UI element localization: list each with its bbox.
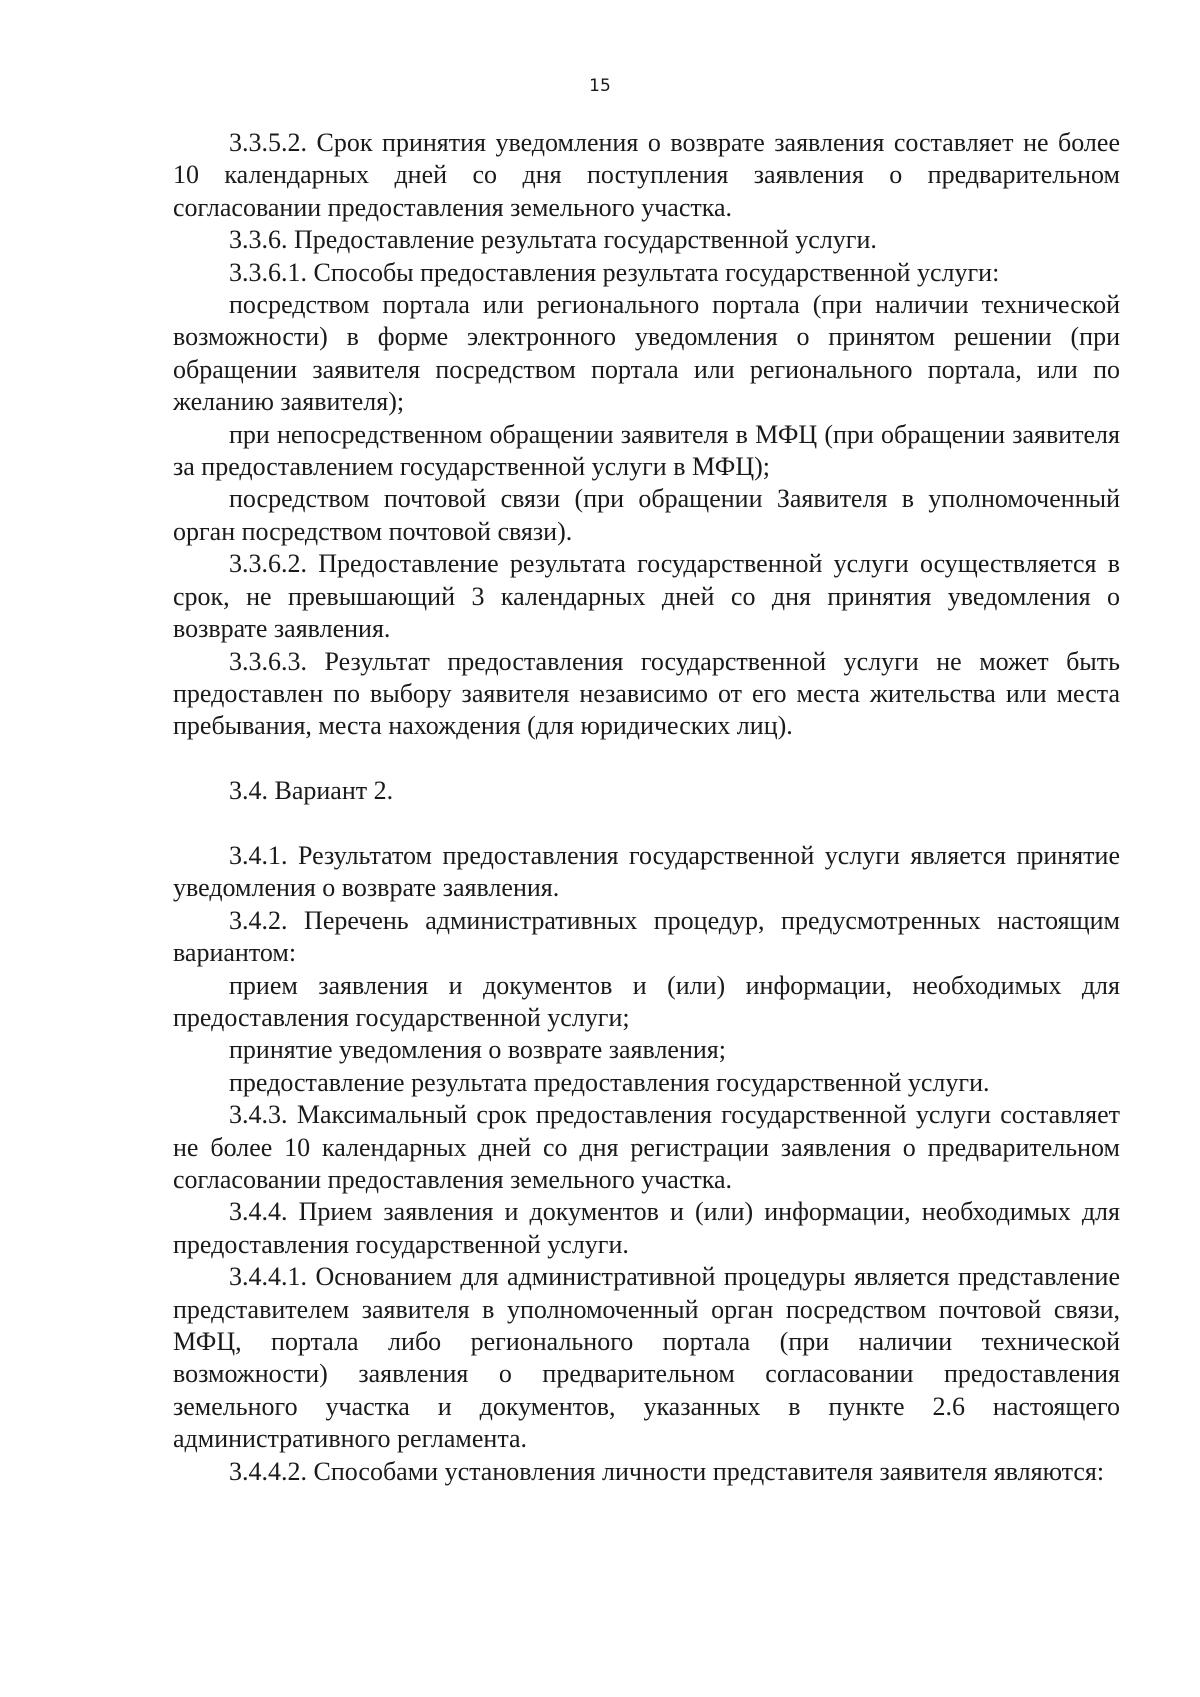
paragraph-3-4-4-1: 3.4.4.1. Основанием для административной процедуры является представление представителем заявителя в уполномоченный орган посредством почтовой связи, МФЦ, портала либо регионального портала (при наличии технической возможности) заявления о предварительном согласовании предоставления земельного участка и документов, указанных в пункте 2.6 настоящего административного регламента. (173, 1262, 1120, 1454)
list-item-portal: посредством портала или регионального портала (при наличии технической возможности) в форме электронного уведомления о принятом решении (при обращении заявителя посредством портала или регионального портала, или по желанию заявителя); (173, 290, 1120, 417)
section-heading-3-4: 3.4. Вариант 2. (229, 776, 394, 806)
paragraph-3-4-4: 3.4.4. Прием заявления и документов и (или) информации, необходимых для предоставления государственной услуги. (173, 1197, 1120, 1259)
page-number: 15 (589, 76, 611, 96)
list-item-acceptance: принятие уведомления о возврате заявления; (229, 1035, 726, 1065)
paragraph-3-4-2: 3.4.2. Перечень административных процедур, предусмотренных настоящим вариантом: (173, 905, 1120, 968)
paragraph-3-4-3: 3.4.3. Максимальный срок предоставления государственной услуги составляет не более 10 календарных дней со дня регистрации заявления о предварительном согласовании предоставления земельного участка. (173, 1100, 1120, 1194)
paragraph-3-4-1: 3.4.1. Результатом предоставления государственной услуги является принятие уведомления о возврате заявления. (173, 840, 1120, 903)
paragraph-3-3-6-2: 3.3.6.2. Предоставление результата государственной услуги осуществляется в срок, не превышающий 3 календарных дней со дня принятия уведомления о возврате заявления. (173, 549, 1120, 644)
document-body (173, 127, 1120, 1488)
paragraph-3-3-6-3: 3.3.6.3. Результат предоставления государственной услуги не может быть предоставлен по выбору заявителя независимо от его места жительства или места пребывания, места нахождения (для юридических лиц). (173, 646, 1120, 741)
paragraph-3-3-6-1: 3.3.6.1. Способы предоставления результата государственной услуги: (229, 257, 1000, 287)
paragraph-3-4-4-2: 3.4.4.2. Способами установления личности представителя заявителя являются: (229, 1456, 1105, 1486)
list-item-reception: прием заявления и документов и (или) информации, необходимых для предоставления государственной услуги; (173, 970, 1120, 1032)
list-item-postal: посредством почтовой связи (при обращении Заявителя в уполномоченный орган посредством почтовой связи). (173, 484, 1120, 546)
list-item-mfc: при непосредственном обращении заявителя в МФЦ (при обращении заявителя за предоставлением государственной услуги в МФЦ); (173, 419, 1120, 482)
paragraph-3-3-6: 3.3.6. Предоставление результата государственной услуги. (229, 225, 877, 255)
list-item-result: предоставление результата предоставления государственной услуги. (229, 1067, 990, 1097)
paragraph-3-3-5-2: 3.3.5.2. Срок принятия уведомления о возврате заявления составляет не более 10 календарных дней со дня поступления заявления о предварительном согласовании предоставления земельного участка. (173, 128, 1120, 222)
